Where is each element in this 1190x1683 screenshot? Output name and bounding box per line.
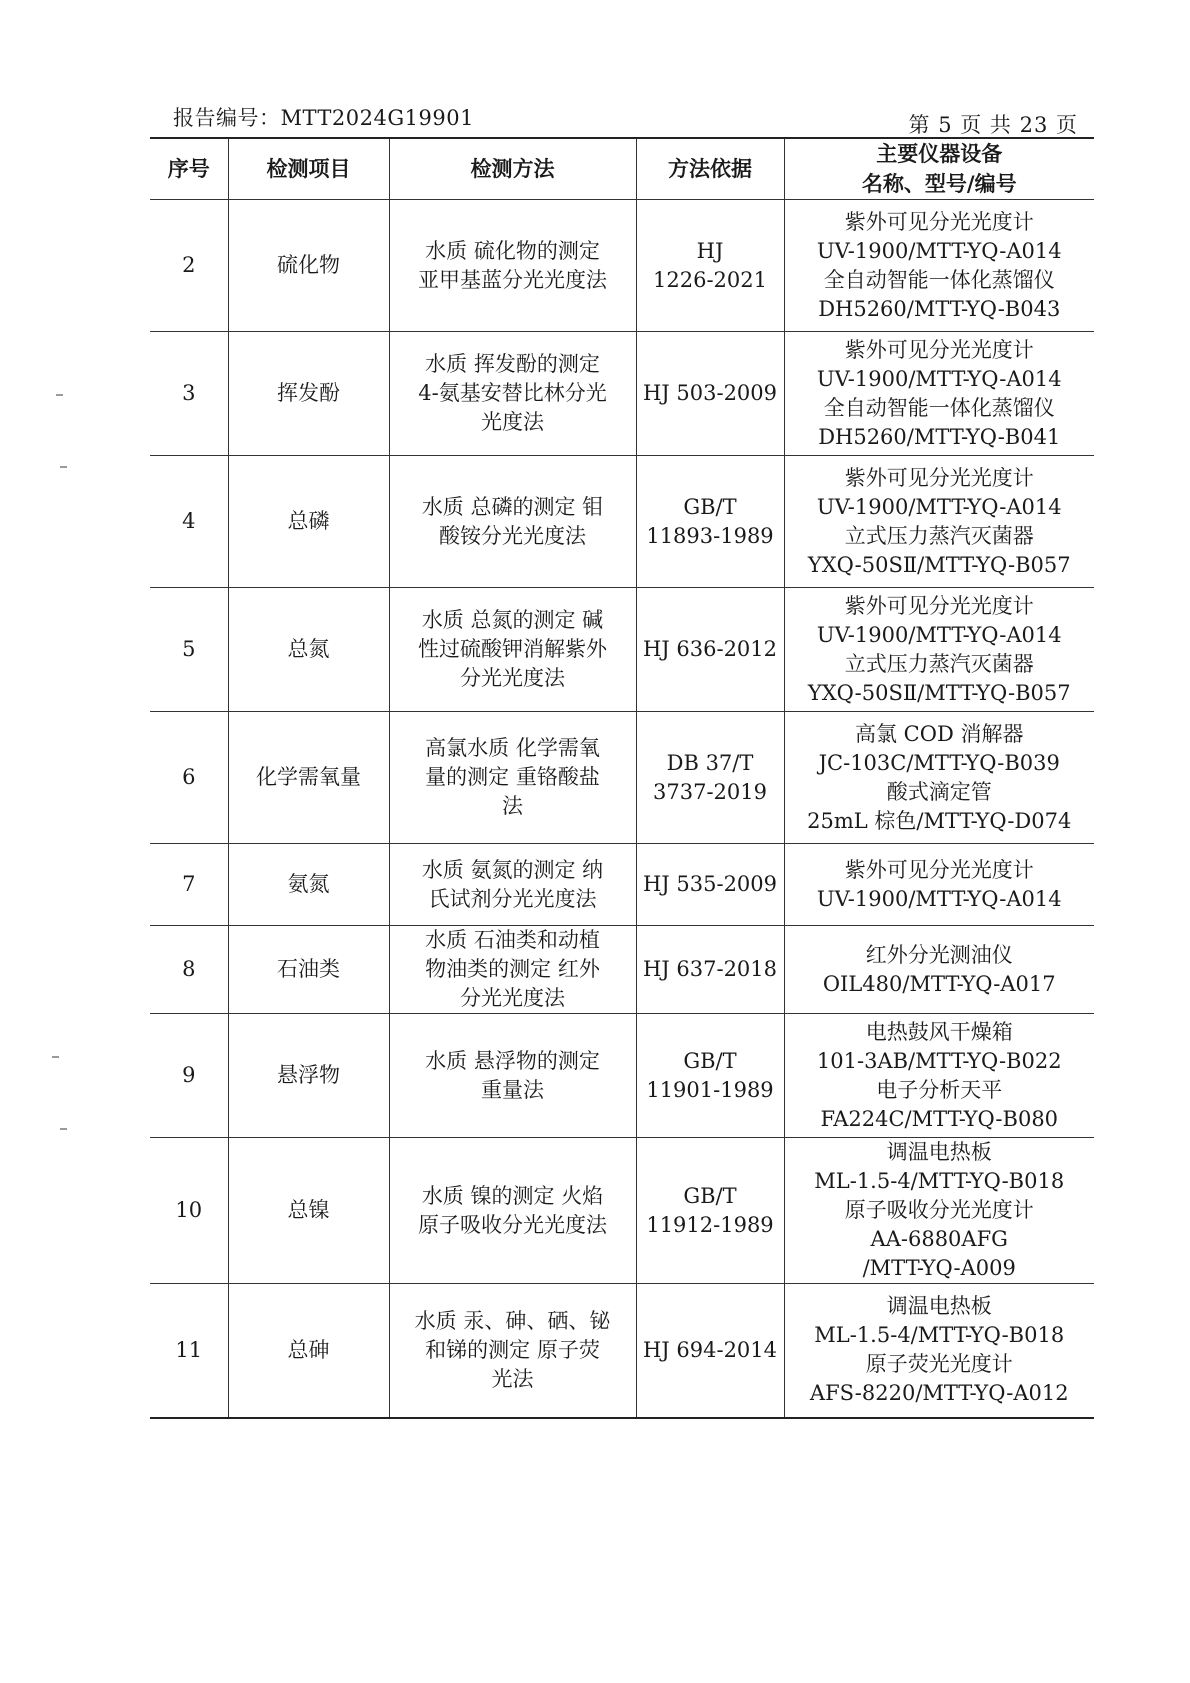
standard-line: HJ 637-2018 (642, 957, 778, 981)
method-standard-cell (636, 332, 784, 456)
equipment-cell (784, 456, 1094, 588)
method-line: 酸铵分光光度法 (439, 523, 586, 548)
test-method-cell (389, 1284, 636, 1418)
equipment-line: AA-6880AFG (870, 1227, 1008, 1251)
equipment-line: 紫外可见分光光度计 (844, 857, 1034, 882)
row-number-cell: 7 (150, 844, 228, 926)
test-item-cell: 总磷 (228, 456, 389, 588)
row-number-cell: 11 (150, 1284, 228, 1418)
scan-speck (60, 466, 67, 468)
method-line: 水质 氨氮的测定 纳 (421, 857, 604, 882)
table-row (150, 200, 1094, 332)
method-line: 水质 硫化物的测定 (425, 238, 600, 263)
equipment-line: YXQ-50SⅡ/MTT-YQ-B057 (807, 552, 1071, 577)
equipment-line: ML-1.5-4/MTT-YQ-B018 (814, 1323, 1065, 1348)
row-number-cell: 8 (150, 926, 228, 1014)
equipment-line: UV-1900/MTT-YQ-A014 (816, 886, 1062, 911)
equipment-line: 电子分析天平 (876, 1077, 1003, 1102)
test-item-cell: 挥发酚 (228, 332, 389, 456)
test-item-cell: 总氮 (228, 588, 389, 712)
col-header-item: 检测项目 (228, 138, 389, 200)
row-number-cell: 4 (150, 456, 228, 588)
equipment-line: UV-1900/MTT-YQ-A014 (816, 494, 1062, 519)
test-method-cell (389, 1014, 636, 1138)
row-number-cell: 5 (150, 588, 228, 712)
equipment-line: UV-1900/MTT-YQ-A014 (816, 366, 1062, 391)
standard-line: HJ 636-2012 (642, 637, 778, 661)
method-line: 光法 (491, 1366, 534, 1391)
method-standard-cell (636, 1014, 784, 1138)
equipment-line: 酸式滴定管 (886, 779, 992, 804)
test-method-cell (389, 712, 636, 844)
test-item-cell: 化学需氧量 (228, 712, 389, 844)
equipment-cell (784, 712, 1094, 844)
equipment-cell (784, 1014, 1094, 1138)
equipment-cell (784, 332, 1094, 456)
method-standard-cell (636, 456, 784, 588)
equipment-line: 紫外可见分光光度计 (844, 337, 1034, 362)
method-line: 重量法 (481, 1077, 544, 1102)
test-item-cell: 硫化物 (228, 200, 389, 332)
equipment-line: 立式压力蒸汽灭菌器 (844, 651, 1034, 676)
method-standard-cell (636, 200, 784, 332)
equipment-line: ML-1.5-4/MTT-YQ-B018 (814, 1169, 1065, 1193)
method-standard-cell (636, 844, 784, 926)
equipment-line: YXQ-50SⅡ/MTT-YQ-B057 (807, 680, 1071, 705)
standard-line: GB/T (683, 494, 737, 519)
equipment-line: FA224C/MTT-YQ-B080 (820, 1106, 1059, 1131)
method-line: 量的测定 重铬酸盐 (425, 765, 600, 789)
report-number: 报告编号：MTT2024G19901 (173, 106, 474, 130)
col-header-no: 序号 (150, 138, 228, 200)
scan-speck (52, 1056, 59, 1058)
table-row (150, 926, 1094, 1014)
col-header-equipment-line: 主要仪器设备 (876, 142, 1003, 166)
standard-line: HJ 694-2014 (642, 1337, 778, 1362)
equipment-cell (784, 1138, 1094, 1284)
method-line: 分光光度法 (460, 666, 565, 690)
test-methods-table (150, 137, 1094, 1419)
equipment-line: 25mL 棕色/MTT-YQ-D074 (807, 808, 1072, 833)
table-row (150, 456, 1094, 588)
equipment-line: 原子吸收分光光度计 (844, 1198, 1034, 1222)
method-line: 亚甲基蓝分光光度法 (418, 267, 607, 292)
col-header-equipment (784, 138, 1094, 200)
test-method-cell (389, 200, 636, 332)
method-standard-cell (636, 588, 784, 712)
test-item-cell: 悬浮物 (228, 1014, 389, 1138)
method-line: 水质 挥发酚的测定 (425, 352, 600, 376)
method-line: 4-氨基安替比林分光 (418, 381, 607, 405)
equipment-line: 立式压力蒸汽灭菌器 (844, 523, 1034, 548)
report-header (173, 96, 1078, 136)
method-line: 氏试剂分光光度法 (428, 886, 597, 911)
standard-line: HJ (696, 238, 724, 263)
method-standard-cell (636, 1284, 784, 1418)
method-line: 性过硫酸钾消解紫外 (418, 637, 607, 661)
method-line: 高氯水质 化学需氧 (425, 736, 600, 760)
method-line: 和锑的测定 原子荧 (425, 1337, 600, 1362)
method-line: 水质 石油类和动植 (425, 928, 600, 952)
row-number-cell: 10 (150, 1138, 228, 1284)
equipment-line: 紫外可见分光光度计 (844, 465, 1034, 490)
standard-line: DB 37/T (666, 750, 754, 775)
equipment-line: AFS-8220/MTT-YQ-A012 (809, 1381, 1069, 1406)
equipment-cell (784, 844, 1094, 926)
method-line: 水质 悬浮物的测定 (425, 1048, 600, 1073)
standard-line: GB/T (683, 1183, 737, 1208)
method-line: 水质 总磷的测定 钼 (421, 494, 604, 519)
method-line: 分光光度法 (460, 986, 565, 1010)
equipment-line: 电热鼓风干燥箱 (865, 1019, 1013, 1044)
table-row (150, 1014, 1094, 1138)
method-line: 物油类的测定 红外 (425, 957, 600, 981)
equipment-cell (784, 926, 1094, 1014)
test-method-cell (389, 1138, 636, 1284)
equipment-line: UV-1900/MTT-YQ-A014 (816, 238, 1062, 263)
standard-line: 1226-2021 (653, 267, 767, 292)
equipment-line: 101-3AB/MTT-YQ-B022 (816, 1048, 1062, 1073)
test-item-cell: 氨氮 (228, 844, 389, 926)
equipment-cell (784, 200, 1094, 332)
standard-line: 11901-1989 (646, 1077, 774, 1102)
method-standard-cell (636, 926, 784, 1014)
equipment-line: 高氯 COD 消解器 (855, 721, 1024, 746)
method-line: 原子吸收分光光度法 (418, 1212, 607, 1237)
standard-line: GB/T (683, 1048, 737, 1073)
test-item-cell: 石油类 (228, 926, 389, 1014)
test-item-cell: 总镍 (228, 1138, 389, 1284)
equipment-line: 红外分光测油仪 (865, 942, 1013, 967)
row-number-cell: 3 (150, 332, 228, 456)
table-row (150, 588, 1094, 712)
standard-line: HJ 503-2009 (642, 381, 778, 405)
equipment-line: 紫外可见分光光度计 (844, 209, 1034, 234)
col-header-equipment-line: 名称、型号/编号 (861, 172, 1017, 196)
table-body (150, 200, 1094, 1418)
table-row (150, 844, 1094, 926)
equipment-line: 紫外可见分光光度计 (844, 593, 1034, 618)
standard-line: 11912-1989 (646, 1212, 774, 1237)
row-number-cell: 6 (150, 712, 228, 844)
standard-line: 3737-2019 (653, 779, 767, 804)
equipment-line: 全自动智能一体化蒸馏仪 (823, 395, 1055, 420)
table-row (150, 1284, 1094, 1418)
equipment-line: 调温电热板 (886, 1294, 992, 1319)
method-standard-cell (636, 1138, 784, 1284)
equipment-line: 调温电热板 (886, 1140, 992, 1164)
test-method-cell (389, 456, 636, 588)
table-header-row (150, 138, 1094, 200)
col-header-method: 检测方法 (389, 138, 636, 200)
row-number-cell: 9 (150, 1014, 228, 1138)
test-item-cell: 总砷 (228, 1284, 389, 1418)
equipment-line: /MTT-YQ-A009 (862, 1256, 1016, 1280)
equipment-line: 原子荧光光度计 (865, 1352, 1013, 1377)
test-method-cell (389, 926, 636, 1014)
table-row (150, 1138, 1094, 1284)
equipment-line: UV-1900/MTT-YQ-A014 (816, 622, 1062, 647)
method-standard-cell (636, 712, 784, 844)
standard-line: 11893-1989 (646, 523, 774, 548)
method-line: 法 (502, 794, 523, 818)
equipment-line: JC-103C/MTT-YQ-B039 (818, 750, 1060, 775)
method-line: 光度法 (481, 410, 544, 434)
scan-speck (60, 1128, 67, 1130)
method-line: 水质 总氮的测定 碱 (421, 608, 604, 632)
test-method-cell (389, 332, 636, 456)
equipment-line: DH5260/MTT-YQ-B041 (818, 424, 1061, 449)
row-number-cell: 2 (150, 200, 228, 332)
table-row (150, 712, 1094, 844)
method-line: 水质 汞、砷、硒、铋 (414, 1308, 611, 1333)
col-header-standard: 方法依据 (636, 138, 784, 200)
method-line: 水质 镍的测定 火焰 (421, 1183, 604, 1208)
table-row (150, 332, 1094, 456)
equipment-line: 全自动智能一体化蒸馏仪 (823, 267, 1055, 292)
test-method-cell (389, 844, 636, 926)
test-method-cell (389, 588, 636, 712)
standard-line: HJ 535-2009 (642, 872, 778, 896)
page-count: 第 5 页 共 23 页 (908, 113, 1078, 137)
equipment-line: OIL480/MTT-YQ-A017 (822, 971, 1056, 996)
equipment-cell (784, 588, 1094, 712)
equipment-line: DH5260/MTT-YQ-B043 (818, 296, 1061, 321)
scan-speck (56, 394, 63, 396)
equipment-cell (784, 1284, 1094, 1418)
